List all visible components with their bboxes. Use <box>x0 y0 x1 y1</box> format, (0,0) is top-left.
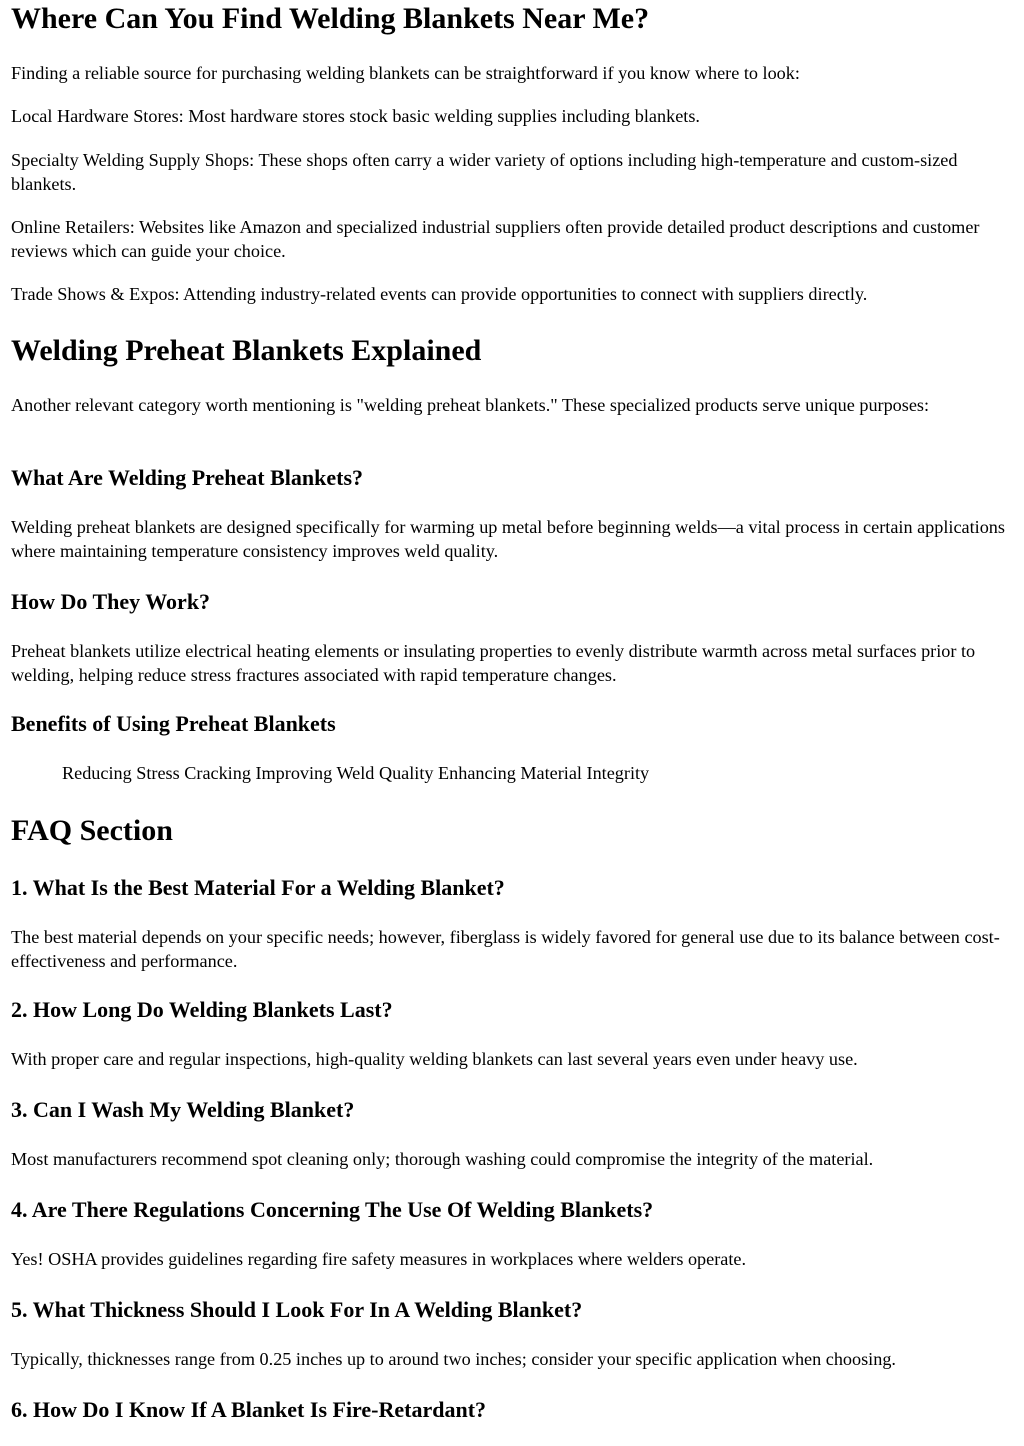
section-heading-faq: FAQ Section <box>11 814 173 847</box>
faq-question: 2. How Long Do Welding Blankets Last? <box>11 997 393 1022</box>
faq-question: 5. What Thickness Should I Look For In A Welding Blanket? <box>11 1297 583 1322</box>
faq-answer: Typically, thicknesses range from 0.25 inches up to around two inches; consider your specific application when choosing. <box>11 1349 896 1369</box>
faq-question: 4. Are There Regulations Concerning The Use Of Welding Blankets? <box>11 1197 654 1222</box>
benefits-list: Reducing Stress Cracking Improving Weld Quality Enhancing Material Integrity <box>62 763 650 783</box>
section-heading-preheat: Welding Preheat Blankets Explained <box>11 334 482 367</box>
subheading-how-work: How Do They Work? <box>11 589 211 614</box>
faq-question: 3. Can I Wash My Welding Blanket? <box>11 1097 355 1122</box>
section-intro: Finding a reliable source for purchasing welding blankets can be straightforward if you know where to look: <box>11 63 800 83</box>
paragraph: Preheat blankets utilize electrical heating elements or insulating properties to evenly distribute warmth across metal surfaces prior to welding, helping reduce stress fractures associated with rapid temperature changes. <box>11 641 976 685</box>
list-item: Online Retailers: Websites like Amazon and specialized industrial suppliers often provide detailed product descriptions and customer reviews which can guide your choice. <box>11 217 980 261</box>
faq-answer: The best material depends on your specific needs; however, fiberglass is widely favored for general use due to its balance between cost-effectiveness and performance. <box>11 927 1000 971</box>
faq-question: 6. How Do I Know If A Blanket Is Fire-Retardant? <box>11 1397 487 1422</box>
subheading-what-are: What Are Welding Preheat Blankets? <box>11 465 364 490</box>
faq-answer: Yes! OSHA provides guidelines regarding fire safety measures in workplaces where welders operate. <box>11 1249 747 1269</box>
section-heading-where-to-find: Where Can You Find Welding Blankets Near Me? <box>11 2 650 35</box>
paragraph: Welding preheat blankets are designed specifically for warming up metal before beginning welds—a vital process in certain applications where maintaining temperature consistency improves weld quality. <box>11 517 1005 561</box>
list-item: Trade Shows & Expos: Attending industry-related events can provide opportunities to connect with suppliers directly. <box>11 284 868 304</box>
faq-question: 1. What Is the Best Material For a Welding Blanket? <box>11 875 505 900</box>
section-intro: Another relevant category worth mentioning is "welding preheat blankets." These specialized products serve unique purposes: <box>11 395 930 415</box>
faq-answer: Most manufacturers recommend spot cleaning only; thorough washing could compromise the integrity of the material. <box>11 1149 874 1169</box>
subheading-benefits: Benefits of Using Preheat Blankets <box>11 711 336 736</box>
faq-answer: With proper care and regular inspections, high-quality welding blankets can last several years even under heavy use. <box>11 1049 858 1069</box>
list-item: Specialty Welding Supply Shops: These shops often carry a wider variety of options including high-temperature and custom-sized blankets. <box>11 150 958 194</box>
list-item: Local Hardware Stores: Most hardware stores stock basic welding supplies including blankets. <box>11 106 700 126</box>
